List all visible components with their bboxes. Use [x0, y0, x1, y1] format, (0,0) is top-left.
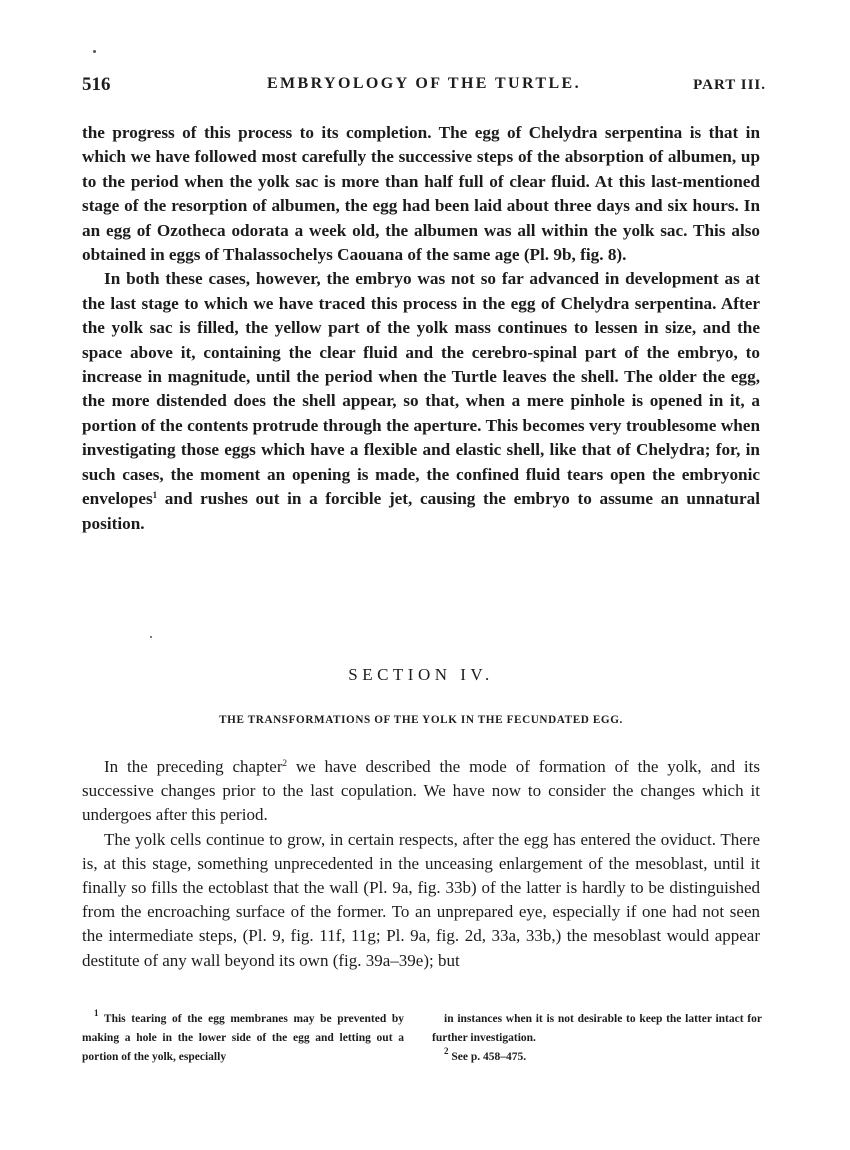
paragraph: The yolk cells continue to grow, in certain respects, after the egg has entered the oviduct. There is, at this stage, something unprecedented in the unceasing enlargement of the mesoblast, until it finally so fills the ectoblast that the wall (Pl. 9a, fig. 33b) of the latter is hardly to be distinguished from the encroaching surface of the former. To an unprepared eye, especially if one had not seen the intermediate steps, (Pl. 9, fig. 11f, 11g; Pl. 9a, fig. 2d, 33a, 33b,) the mesoblast would appear destitute of any wall beyond its own (fig. 39a–39e); but	[82, 829, 760, 970]
footnote-1	[82, 1010, 404, 1067]
footnote-2	[432, 1048, 762, 1067]
page-number: 516	[82, 74, 111, 95]
footnote-text: This tearing of the egg membranes may be prevented by making a hole in the lower side of the egg and letting out a portion of the yolk, especially	[82, 1013, 404, 1063]
paragraph-text: In both these cases, however, the embryo was not so far advanced in development as at the last stage to which we have traced this process in the egg of Chelydra serpentina. After the yolk sac is filled, the yellow part of the yolk mass continues to lessen in size, and the space above it, containing the clear fluid and the cerebro-spinal part of the embryo, to increase in magnitude, until the period when the Turtle leaves the shell. The older the egg, the more distended does the shell appear, so that, when a mere pinhole is opened in it, a portion of the contents protrude through the aperture. This becomes very troublesome when investigating those eggs which have a flexible and elastic shell, like that of Chelydra; for, in such cases, the moment an opening is made, the confined fluid tears open the embryonic envelopes	[82, 269, 760, 509]
part-label: PART III.	[693, 77, 766, 93]
footnote-reference[interactable]: 2	[282, 758, 288, 768]
page-header	[82, 74, 766, 100]
running-title: EMBRYOLOGY OF THE TURTLE.	[266, 75, 582, 92]
footnote-marker: 1	[94, 1008, 99, 1018]
footnote-marker: 2	[444, 1046, 449, 1056]
paragraph	[82, 267, 760, 535]
paragraph-text: we have described the mode of formation of the yolk, and its successive changes prior to the last copulation. We have now to consider the changes which it undergoes after this period.	[82, 757, 760, 825]
scan-speck	[93, 50, 96, 53]
continued-text-block	[82, 121, 760, 536]
paragraph-text: In the preceding chapter	[104, 757, 283, 776]
footnote-text: See p. 458–475.	[451, 1051, 527, 1063]
section-text-block	[82, 755, 760, 973]
footnote-column-left	[82, 1010, 404, 1067]
footnote-1-continued: in instances when it is not desirable to keep the latter intact for further investigation.	[432, 1013, 762, 1044]
paragraph	[82, 755, 760, 828]
footnote-column-right	[432, 1010, 762, 1067]
section-heading: SECTION IV.	[348, 665, 494, 684]
footnote-reference[interactable]: 1	[152, 490, 158, 501]
paragraph: the progress of this process to its completion. The egg of Chelydra serpentina is that in which we have followed most carefully the successive steps of the absorption of albumen, up to the period when the yolk sac is more than half full of clear fluid. At this last-mentioned stage of the resorption of albumen, the egg had been laid about three days and six hours. In an egg of Ozotheca odorata a week old, the albumen was all within the yolk sac. This also obtained in eggs of Thalassochelys Caouana of the same age (Pl. 9b, fig. 8).	[82, 123, 760, 265]
scan-speck	[150, 636, 152, 638]
paragraph-text: and rushes out in a forcible jet, causing the embryo to assume an unnatural position.	[82, 489, 760, 533]
section-subtitle: THE TRANSFORMATIONS OF THE YOLK IN THE FECUNDATED EGG.	[219, 714, 623, 726]
